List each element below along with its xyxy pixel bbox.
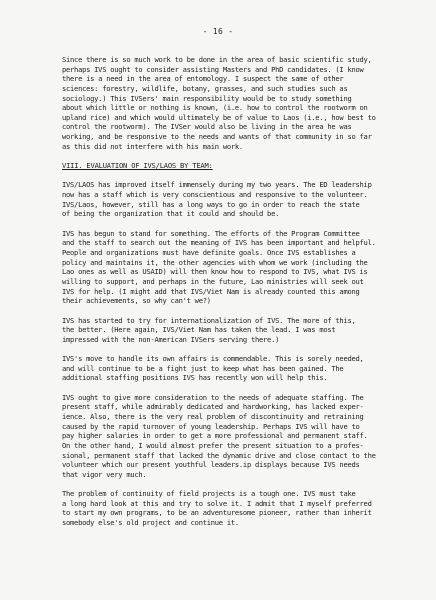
text-line: pay higher salaries in order to get a more professional and permanent staff. [62,431,368,441]
paragraph [62,393,414,480]
text-line: as this did not interfere with his main work. [62,141,243,151]
text-line: of being the organization that it could and should be. [62,209,280,219]
text-line: the better. (Here again, IVS/Viet Nam has taken the lead. I was most [62,325,336,335]
text-line: that vigor very much. [62,469,147,479]
text-line: Lao ones as well as USAID) will then know how to respond to IVS, what IVS is [62,267,368,277]
text-line: there is a need in the area of entomology. I suspect the same of other [62,74,344,84]
text-line: Since there is so much work to be done in the area of basic scientific study, [62,55,372,64]
text-line: to start my own programs, to be an adventuresome pioneer, rather than inherit [62,508,372,518]
text-line: IVS ought to give more consideration to the needs of adequate staffing. The [62,392,364,402]
text-line: willing to support, and perhaps in the future, Lao ministries will seek out [62,276,364,286]
text-line: People and organizations must have definite goals. Once IVS establishes a [62,247,356,257]
text-line: a long hard look at this and try to solve it. I admit that I myself preferred [62,498,372,508]
text-line: ience. Also, there is the very real problem of discontinuity and retraining [62,412,364,421]
text-line: IVS/LAOS has improved itself immensely during my two years. The ED leadership [62,180,372,190]
text-line: impressed with the non-American IVSers serving there.) [62,334,280,344]
paragraph [62,316,414,345]
text-line: perhaps IVS ought to consider assisting Masters and PhD candidates. (I know [62,64,364,74]
text-line: somebody else's old project and continue it. [62,518,239,528]
text-line: caused by the rapid turnover of young leadership. Perhaps IVS will have to [62,421,360,431]
text-line: additional staffing positions IVS has recently won will help this. [62,373,328,383]
paragraph [62,354,414,383]
text-line: now has a staff which is very conscientious and responsive to the volunteer. [62,190,368,200]
text-line: On the other hand, I would almost prefer the present situation to a profes- [62,440,364,450]
text-line: sociology.) This IVSers' main responsibility would be to study something [62,93,352,103]
text-line: upland rice) and which would ultimately be of value to Laos (i.e., how best to [62,112,376,122]
text-line: and the staff to search out the meaning of IVS has been important and helpful. [62,238,376,248]
paragraph [62,229,414,306]
intro-section [62,55,414,151]
text-line: IVS/Laos, however, still has a long ways to go in order to reach the state [62,199,360,209]
text-line: volunteer which our present youthful leaders.ip displays because IVS needs [62,460,360,470]
text-line: IVS for help. (I might add that IVS/Viet Nam is already counted this among [62,286,360,296]
text-line: IVS has started to try for internationalization of IVS. The more of this, [62,315,356,325]
text-line: IVS has begun to stand for something. The efforts of the Program Committee [62,228,360,238]
section-heading: VIII. EVALUATION OF IVS/LAOS BY TEAM: [62,161,213,171]
paragraph [62,180,414,219]
text-line: their achievements, so why can't we?) [62,296,211,306]
paragraph [62,55,414,151]
text-line: about which little or nothing is known, (i.e. how to control the rootworm on [62,103,368,113]
page-body [62,55,414,537]
evaluation-section [62,180,414,527]
text-line: IVS's move to handle its own affairs is commendable. This is sorely needed, [62,354,364,364]
text-line: The problem of continuity of field projects is a tough one. IVS must take [62,489,356,499]
text-line: control the rootworm). The IVSer would also be living in the area he was [62,122,352,132]
paragraph [62,489,414,528]
text-line: working, and be responsive to the needs and wants of that community in so far [62,132,372,142]
text-line: sciences: forestry, wildlife, botany, grasses, and such studies such as [62,83,348,93]
page-number: - 16 - [202,27,234,36]
text-line: sional, permanent staff that lacked the dynamic drive and close contact to the [62,450,376,460]
text-line: policy and maintains it, the other agencies with whom we work (including the [62,257,368,267]
text-line: and will continue to be a fight just to keep what has been gained. The [62,363,344,373]
text-line: present staff, while admirably dedicated and hardworking, has lacked exper- [62,402,364,412]
